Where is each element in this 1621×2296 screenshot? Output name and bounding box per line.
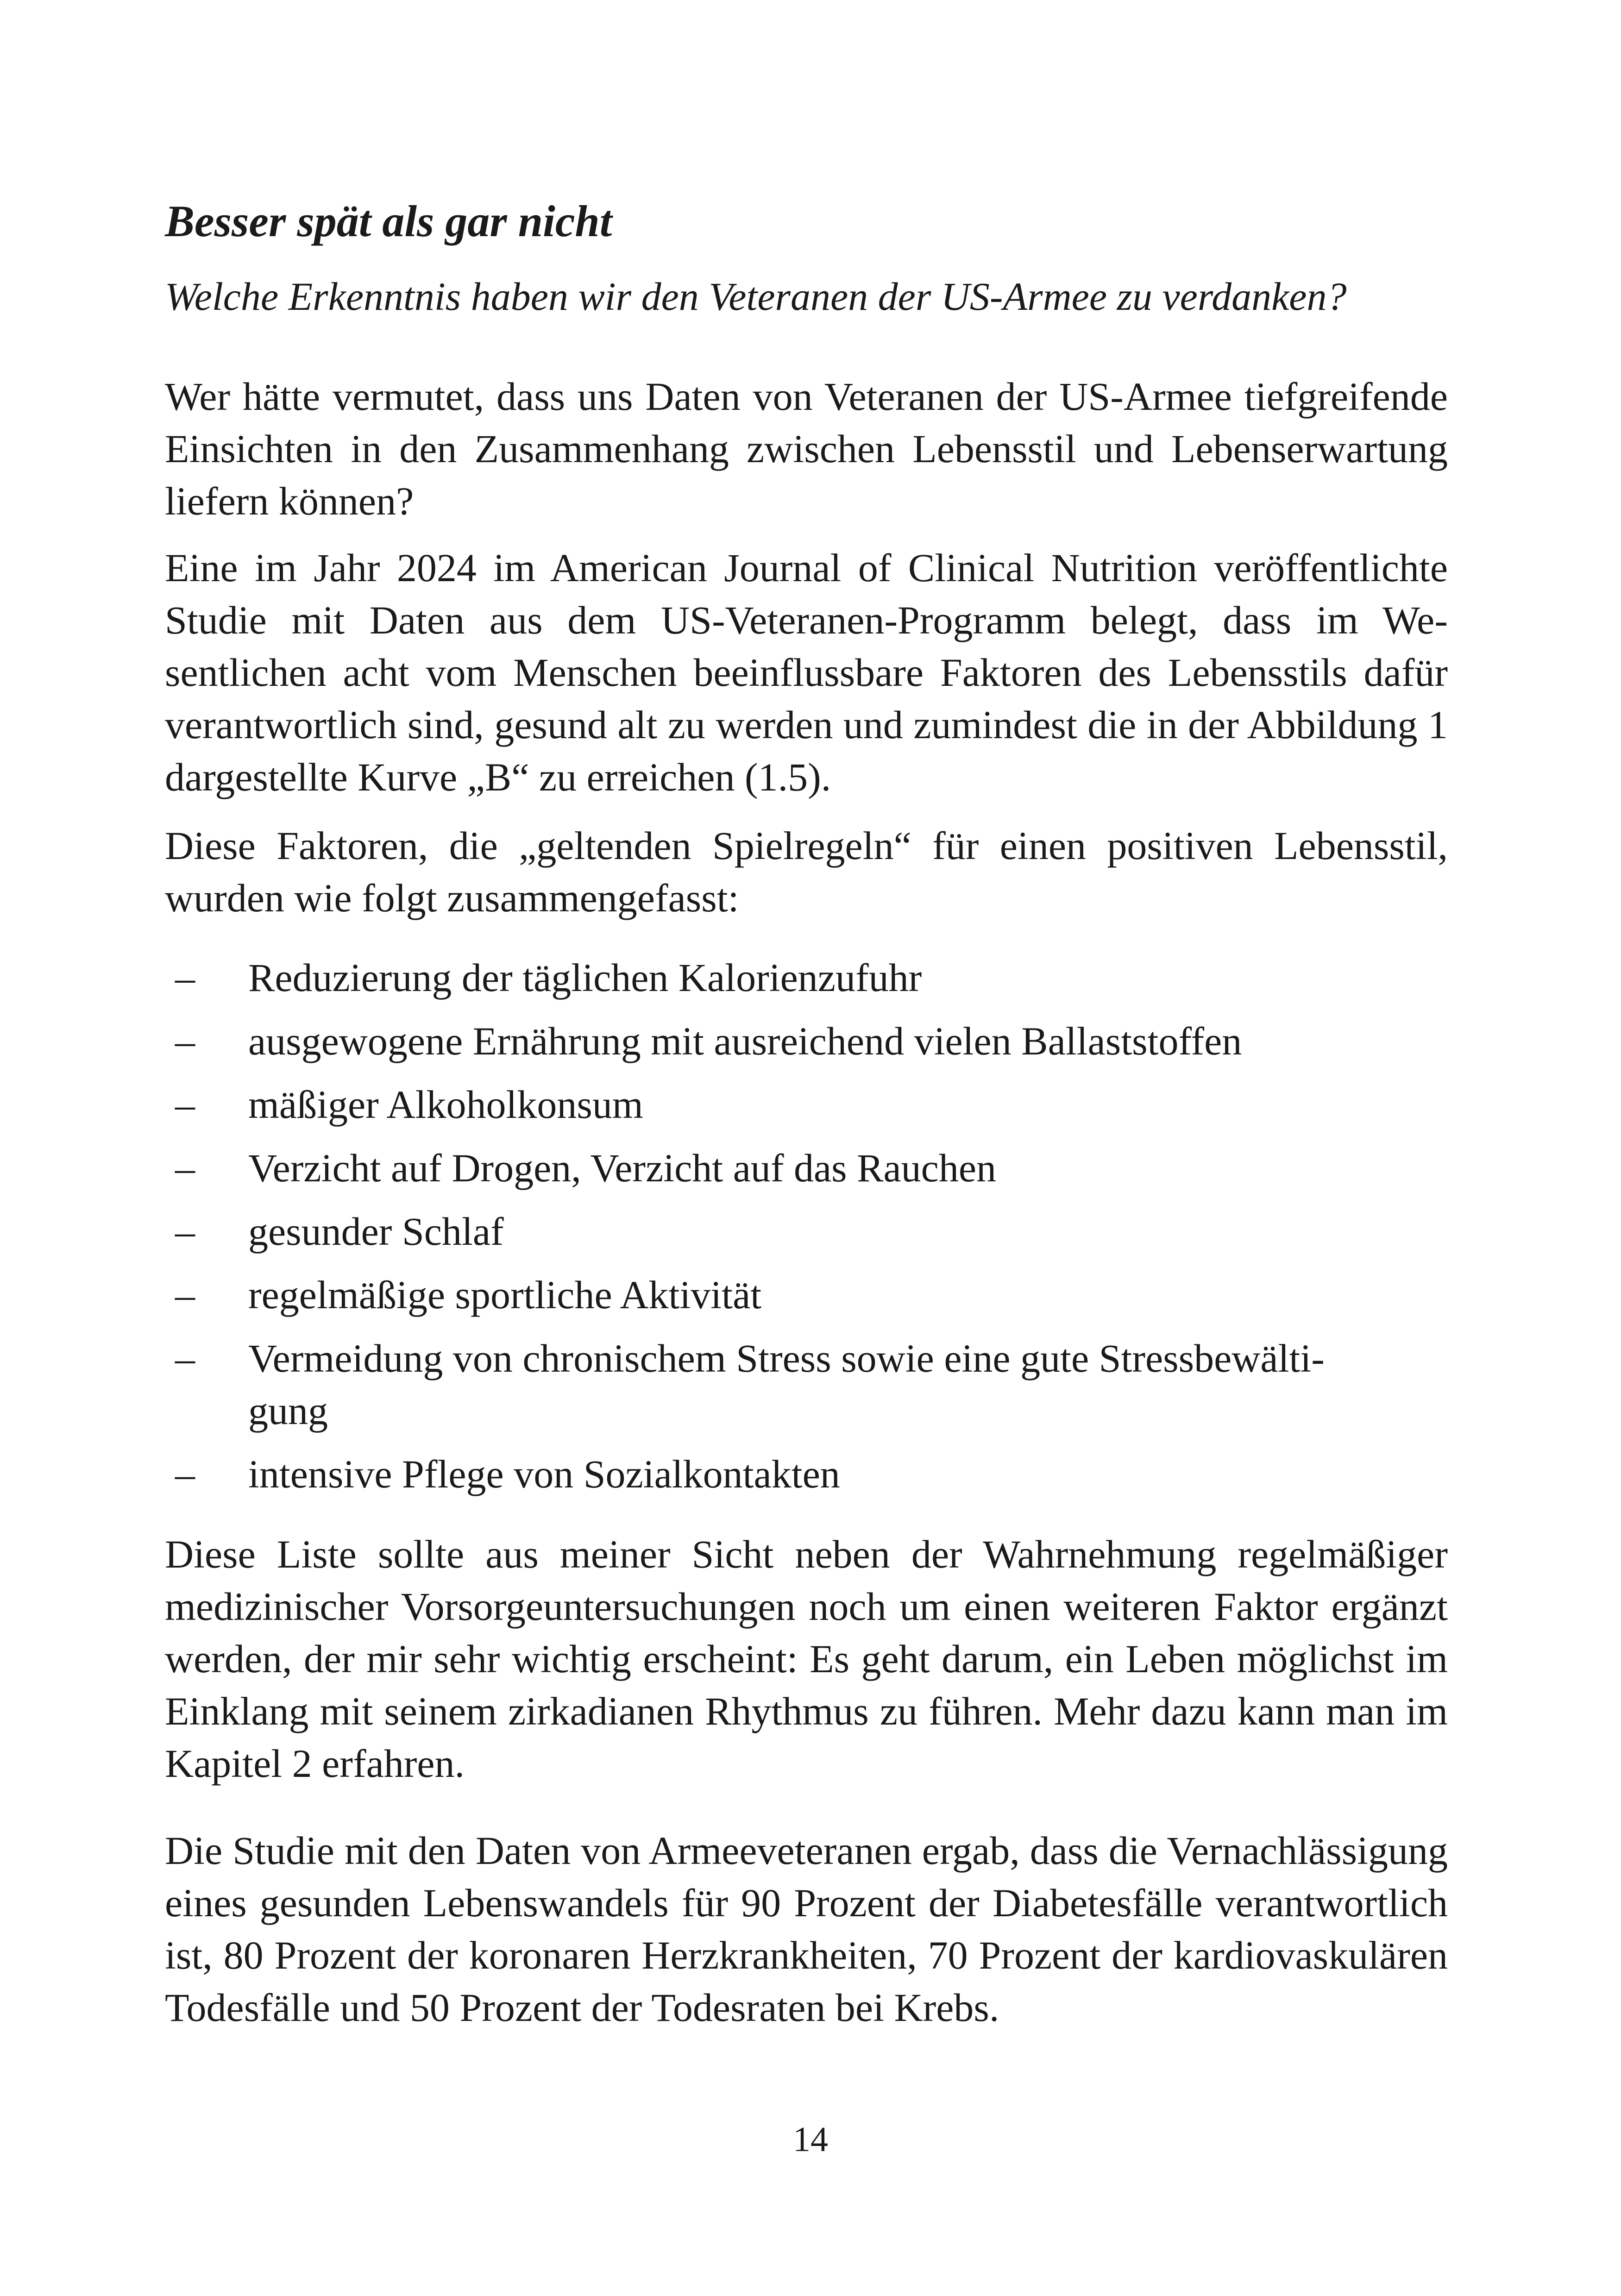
dash-bullet: – bbox=[175, 1146, 195, 1190]
section-subheading: Welche Erkenntnis haben wir den Veteranen der US-Armee zu verdanken? bbox=[165, 274, 1347, 319]
dash-bullet: – bbox=[175, 1019, 195, 1063]
dash-bullet: – bbox=[175, 955, 195, 1000]
list-item-text: ausgewogene Ernährung mit ausreichend vielen Ballaststoffen bbox=[248, 1019, 1242, 1063]
list-item bbox=[165, 1205, 1448, 1258]
list-item bbox=[165, 1015, 1448, 1067]
dash-bullet: – bbox=[175, 1209, 195, 1254]
dash-bullet: – bbox=[175, 1452, 195, 1496]
list-item-text: Reduzierung der täglichen Kalorienzufuhr bbox=[248, 955, 922, 1000]
list-item bbox=[165, 1448, 1448, 1500]
dash-bullet: – bbox=[175, 1273, 195, 1317]
paragraph-author-view: Diese Liste sollte aus meiner Sicht neben der Wahrnehmung regelmäßiger medizinischer Vorsorgeuntersuchungen noch um einen weiteren Faktor ergänzt werden, der mir sehr wichtig erscheint: Es geht darum, ein Leben möglichst im Einklang mit seinem zirkadianen Rhythmus zu führen. Mehr dazu kann man im Kapitel 2 erfahren. bbox=[165, 1532, 1448, 1786]
section-heading: Besser spät als gar nicht bbox=[165, 196, 612, 246]
list-item bbox=[165, 1142, 1448, 1194]
list-item-text: Vermeidung von chronischem Stress sowie eine gute Stressbewältigung bbox=[248, 1336, 1325, 1433]
list-item bbox=[165, 952, 1448, 1004]
page-number: 14 bbox=[793, 2120, 828, 2159]
list-item bbox=[165, 1332, 1448, 1437]
list-item-text: mäßiger Alkoholkonsum bbox=[248, 1082, 643, 1127]
paragraph-factors-intro: Diese Faktoren, die „geltenden Spielregeln“ für einen positiven Lebensstil, wurden wie folgt zusammengefasst: bbox=[165, 823, 1448, 920]
list-item-text: intensive Pflege von Sozialkontakten bbox=[248, 1452, 840, 1496]
dash-bullet: – bbox=[175, 1336, 195, 1380]
paragraph-study: Eine im Jahr 2024 im American Journal of Clinical Nutrition veröffentlichte Studie mit Daten aus dem US-Veteranen-Programm belegt, dass im Wesentlichen acht vom Menschen beeinflussbare Faktoren des Lebensstils dafür verantwortlich sind, gesund alt zu werden und zumindest die in der Abbildung 1 dargestellte Kurve „B“ zu erreichen (1.5). bbox=[165, 546, 1448, 799]
paragraph-study-results: Die Studie mit den Daten von Armeeveteranen ergab, dass die Vernachlässigung eines gesunden Lebenswandels für 90 Prozent der Diabetesfälle verantwortlich ist, 80 Prozent der koronaren Herzkrankheiten, 70 Prozent der kardiovaskulären Todesfälle und 50 Prozent der Todesraten bei Krebs. bbox=[165, 1828, 1448, 2030]
list-item bbox=[165, 1079, 1448, 1131]
list-item-text: regelmäßige sportliche Aktivität bbox=[248, 1273, 762, 1317]
list-item-text: gesunder Schlaf bbox=[248, 1209, 504, 1254]
dash-bullet: – bbox=[175, 1082, 195, 1127]
list-item-text: Verzicht auf Drogen, Verzicht auf das Rauchen bbox=[248, 1146, 997, 1190]
paragraph-intro: Wer hätte vermutet, dass uns Daten von Veteranen der US-Armee tiefgreifende Einsichten in den Zusammenhang zwischen Lebensstil und Lebenserwartung liefern können? bbox=[165, 374, 1448, 523]
list-item bbox=[165, 1269, 1448, 1321]
lifestyle-factor-list bbox=[165, 952, 1448, 1512]
